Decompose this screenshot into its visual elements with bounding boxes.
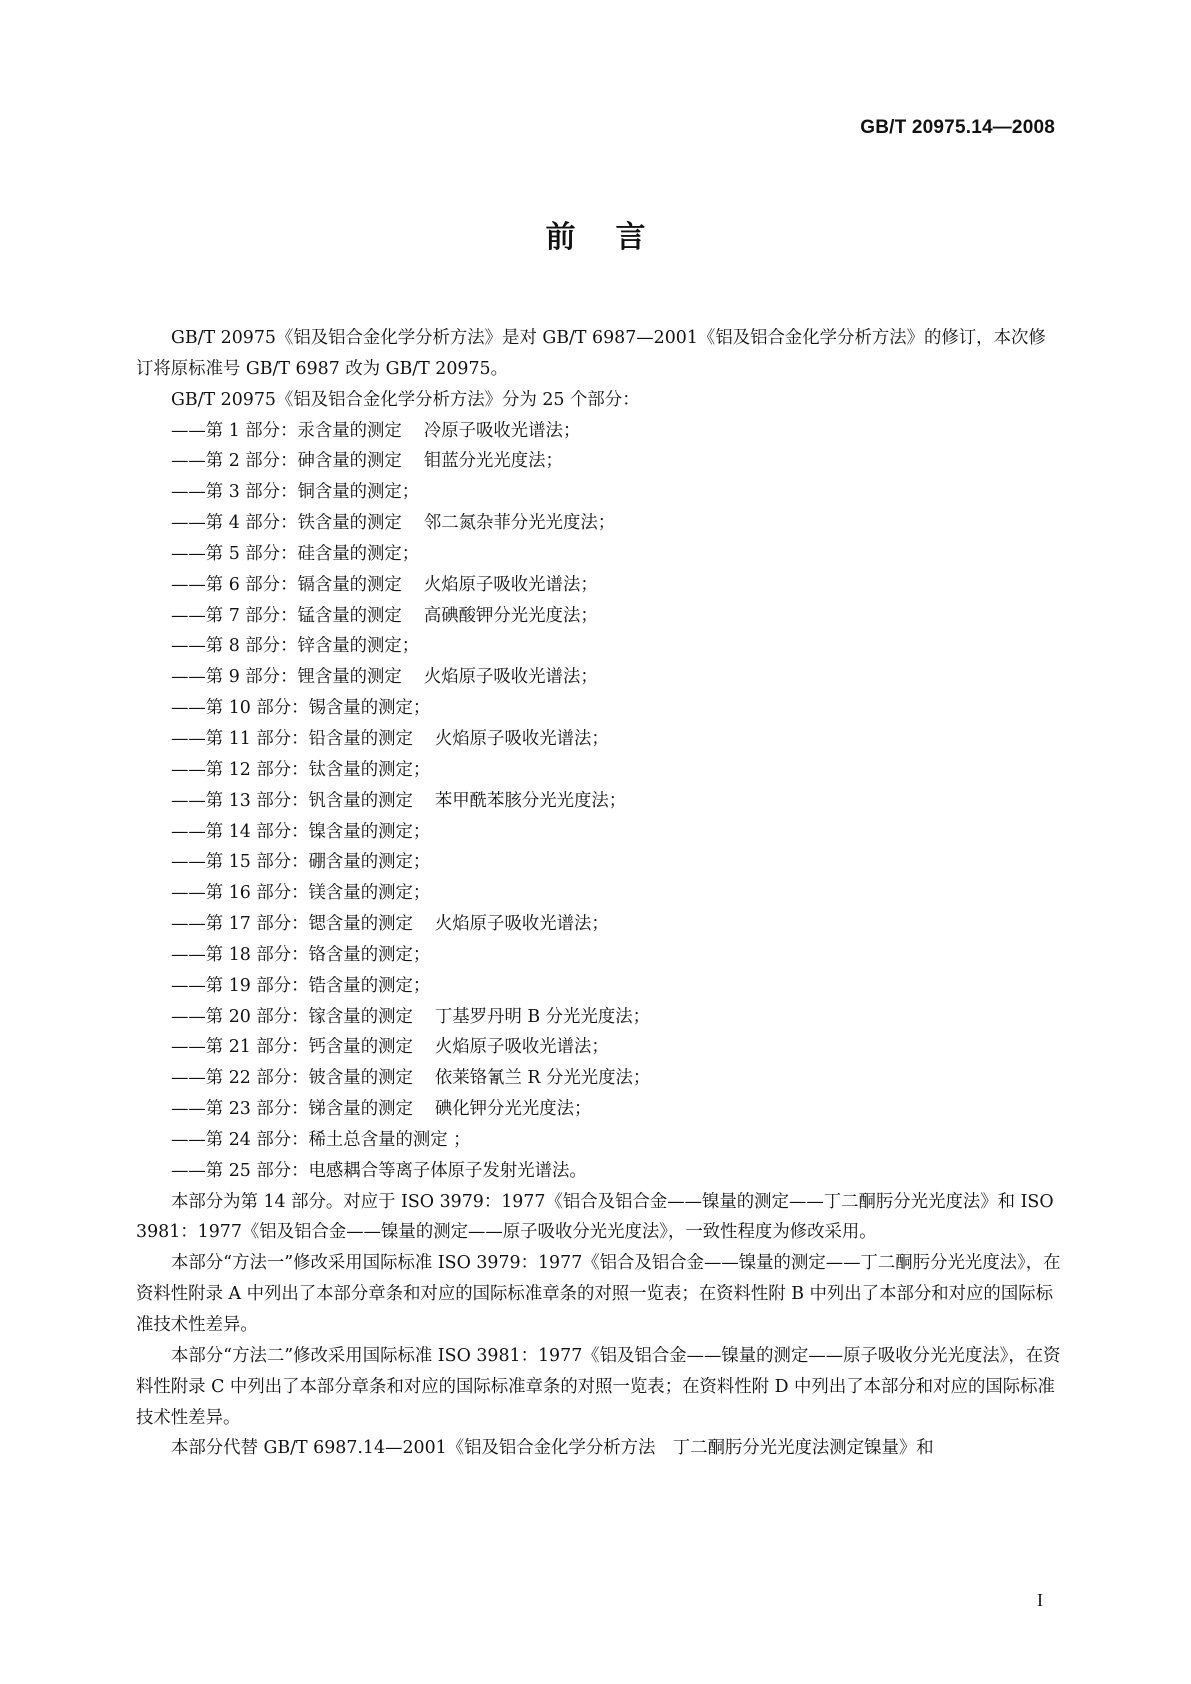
part-label: ——第 24 部分：稀土总含量的测定 ； xyxy=(171,1129,471,1150)
part-label: ——第 13 部分：钒含量的测定 xyxy=(171,790,413,811)
list-item xyxy=(136,1063,1062,1094)
part-label: ——第 17 部分：锶含量的测定 xyxy=(171,914,413,935)
list-item xyxy=(136,570,1062,601)
page-number: I xyxy=(1037,1590,1043,1610)
list-item xyxy=(136,786,1062,817)
list-item xyxy=(136,631,1062,662)
part-method: 碘化钾分光光度法； xyxy=(434,1099,592,1120)
list-item xyxy=(136,817,1062,848)
body-paragraph: 本部分“方法二”修改采用国际标准 ISO 3981：1977《铝及铝合金——镍量的测定——原子吸收分光光度法》，在资料性附录 C 中列出了本部分章条和对应的国际标准章条的对照一览表；在资料性附 D 中列出了本部分和对应的国际标准技术性差异。 xyxy=(136,1345,1061,1428)
list-item xyxy=(136,847,1062,878)
list-item xyxy=(136,1156,1062,1187)
list-item xyxy=(136,878,1062,909)
body-paragraph: 本部分为第 14 部分。对应于 ISO 3979：1977《铝合及铝合金——镍量的测定——丁二酮肟分光光度法》和 ISO 3981：1977《铝及铝合金——镍量的测定——原子吸收分光光度法》，一致性程度为修改采用。 xyxy=(136,1191,1054,1243)
list-item xyxy=(136,909,1062,940)
part-method: 高碘酸钾分光光度法； xyxy=(423,605,598,626)
part-label: ——第 16 部分：镁含量的测定； xyxy=(171,883,431,904)
intro-paragraph: GB/T 20975《铝及铝合金化学分析方法》是对 GB/T 6987—2001《铝及铝合金化学分析方法》的修订，本次修订将原标准号 GB/T 6987 改为 GB/T 20975。 xyxy=(136,328,1046,379)
part-label: ——第 9 部分：锂含量的测定 xyxy=(171,667,402,688)
part-label: ——第 15 部分：硼含量的测定； xyxy=(171,852,431,873)
part-label: ——第 19 部分：锆含量的测定； xyxy=(171,975,431,996)
list-item xyxy=(136,1125,1062,1156)
part-label: ——第 23 部分：锑含量的测定 xyxy=(171,1099,413,1120)
list-item xyxy=(136,508,1062,539)
part-label: ——第 3 部分：铜含量的测定； xyxy=(171,482,420,503)
part-method: 钼蓝分光光度法； xyxy=(423,451,563,472)
part-method: 冷原子吸收光谱法； xyxy=(423,420,581,441)
list-item xyxy=(136,940,1062,971)
list-item xyxy=(136,416,1062,447)
list-item xyxy=(136,662,1062,693)
part-method: 火焰原子吸收光谱法； xyxy=(423,574,598,595)
body-paragraph: 本部分代替 GB/T 6987.14—2001《铝及铝合金化学分析方法 丁二酮肟分光光度法测定镍量》和 xyxy=(171,1438,934,1459)
part-label: ——第 21 部分：钙含量的测定 xyxy=(171,1037,413,1058)
parts-list xyxy=(136,416,1062,1187)
body-paragraph: 本部分“方法一”修改采用国际标准 ISO 3979：1977《铝合及铝合金——镍量的测定——丁二酮肟分光光度法》，在资料性附录 A 中列出了本部分章条和对应的国际标准章条的对照一览表；在资料性附 B 中列出了本部分和对应的国际标准技术性差异。 xyxy=(136,1253,1061,1335)
intro-paragraph: GB/T 20975《铝及铝合金化学分析方法》分为 25 个部分： xyxy=(171,389,640,410)
part-label: ——第 10 部分：锡含量的测定； xyxy=(171,698,431,719)
standard-code: GB/T 20975.14—2008 xyxy=(860,117,1055,138)
part-label: ——第 20 部分：镓含量的测定 xyxy=(171,1006,413,1027)
list-item xyxy=(136,693,1062,724)
part-label: ——第 7 部分：锰含量的测定 xyxy=(171,605,402,626)
part-method: 火焰原子吸收光谱法； xyxy=(434,914,609,935)
list-item xyxy=(136,1094,1062,1125)
list-item xyxy=(136,446,1062,477)
part-label: ——第 2 部分：砷含量的测定 xyxy=(171,451,402,472)
document-body xyxy=(136,323,1062,1464)
list-item xyxy=(136,477,1062,508)
page-title: 前言 xyxy=(545,220,686,255)
part-method: 邻二氮杂菲分光光度法； xyxy=(423,513,616,534)
part-label: ——第 1 部分：汞含量的测定 xyxy=(171,420,402,441)
part-label: ——第 12 部分：钛含量的测定； xyxy=(171,759,431,780)
part-label: ——第 6 部分：镉含量的测定 xyxy=(171,574,402,595)
part-method: 苯甲酰苯胲分光光度法； xyxy=(434,790,627,811)
part-label: ——第 22 部分：铍含量的测定 xyxy=(171,1068,413,1089)
part-method: 丁基罗丹明 B 分光光度法； xyxy=(434,1006,651,1027)
part-method: 依莱铬氰兰 R 分光光度法； xyxy=(434,1068,651,1089)
part-label: ——第 25 部分：电感耦合等离子体原子发射光谱法。 xyxy=(171,1160,587,1181)
part-method: 火焰原子吸收光谱法； xyxy=(434,1037,609,1058)
part-method: 火焰原子吸收光谱法； xyxy=(423,667,598,688)
part-method: 火焰原子吸收光谱法； xyxy=(434,728,609,749)
list-item xyxy=(136,971,1062,1002)
part-label: ——第 14 部分：镍含量的测定； xyxy=(171,821,431,842)
list-item xyxy=(136,1032,1062,1063)
list-item xyxy=(136,601,1062,632)
list-item xyxy=(136,539,1062,570)
part-label: ——第 5 部分：硅含量的测定； xyxy=(171,543,420,564)
part-label: ——第 8 部分：锌含量的测定； xyxy=(171,636,420,657)
part-label: ——第 11 部分：铅含量的测定 xyxy=(171,728,413,749)
list-item xyxy=(136,755,1062,786)
list-item xyxy=(136,724,1062,755)
part-label: ——第 4 部分：铁含量的测定 xyxy=(171,513,402,534)
list-item xyxy=(136,1002,1062,1033)
part-label: ——第 18 部分：铬含量的测定； xyxy=(171,944,431,965)
